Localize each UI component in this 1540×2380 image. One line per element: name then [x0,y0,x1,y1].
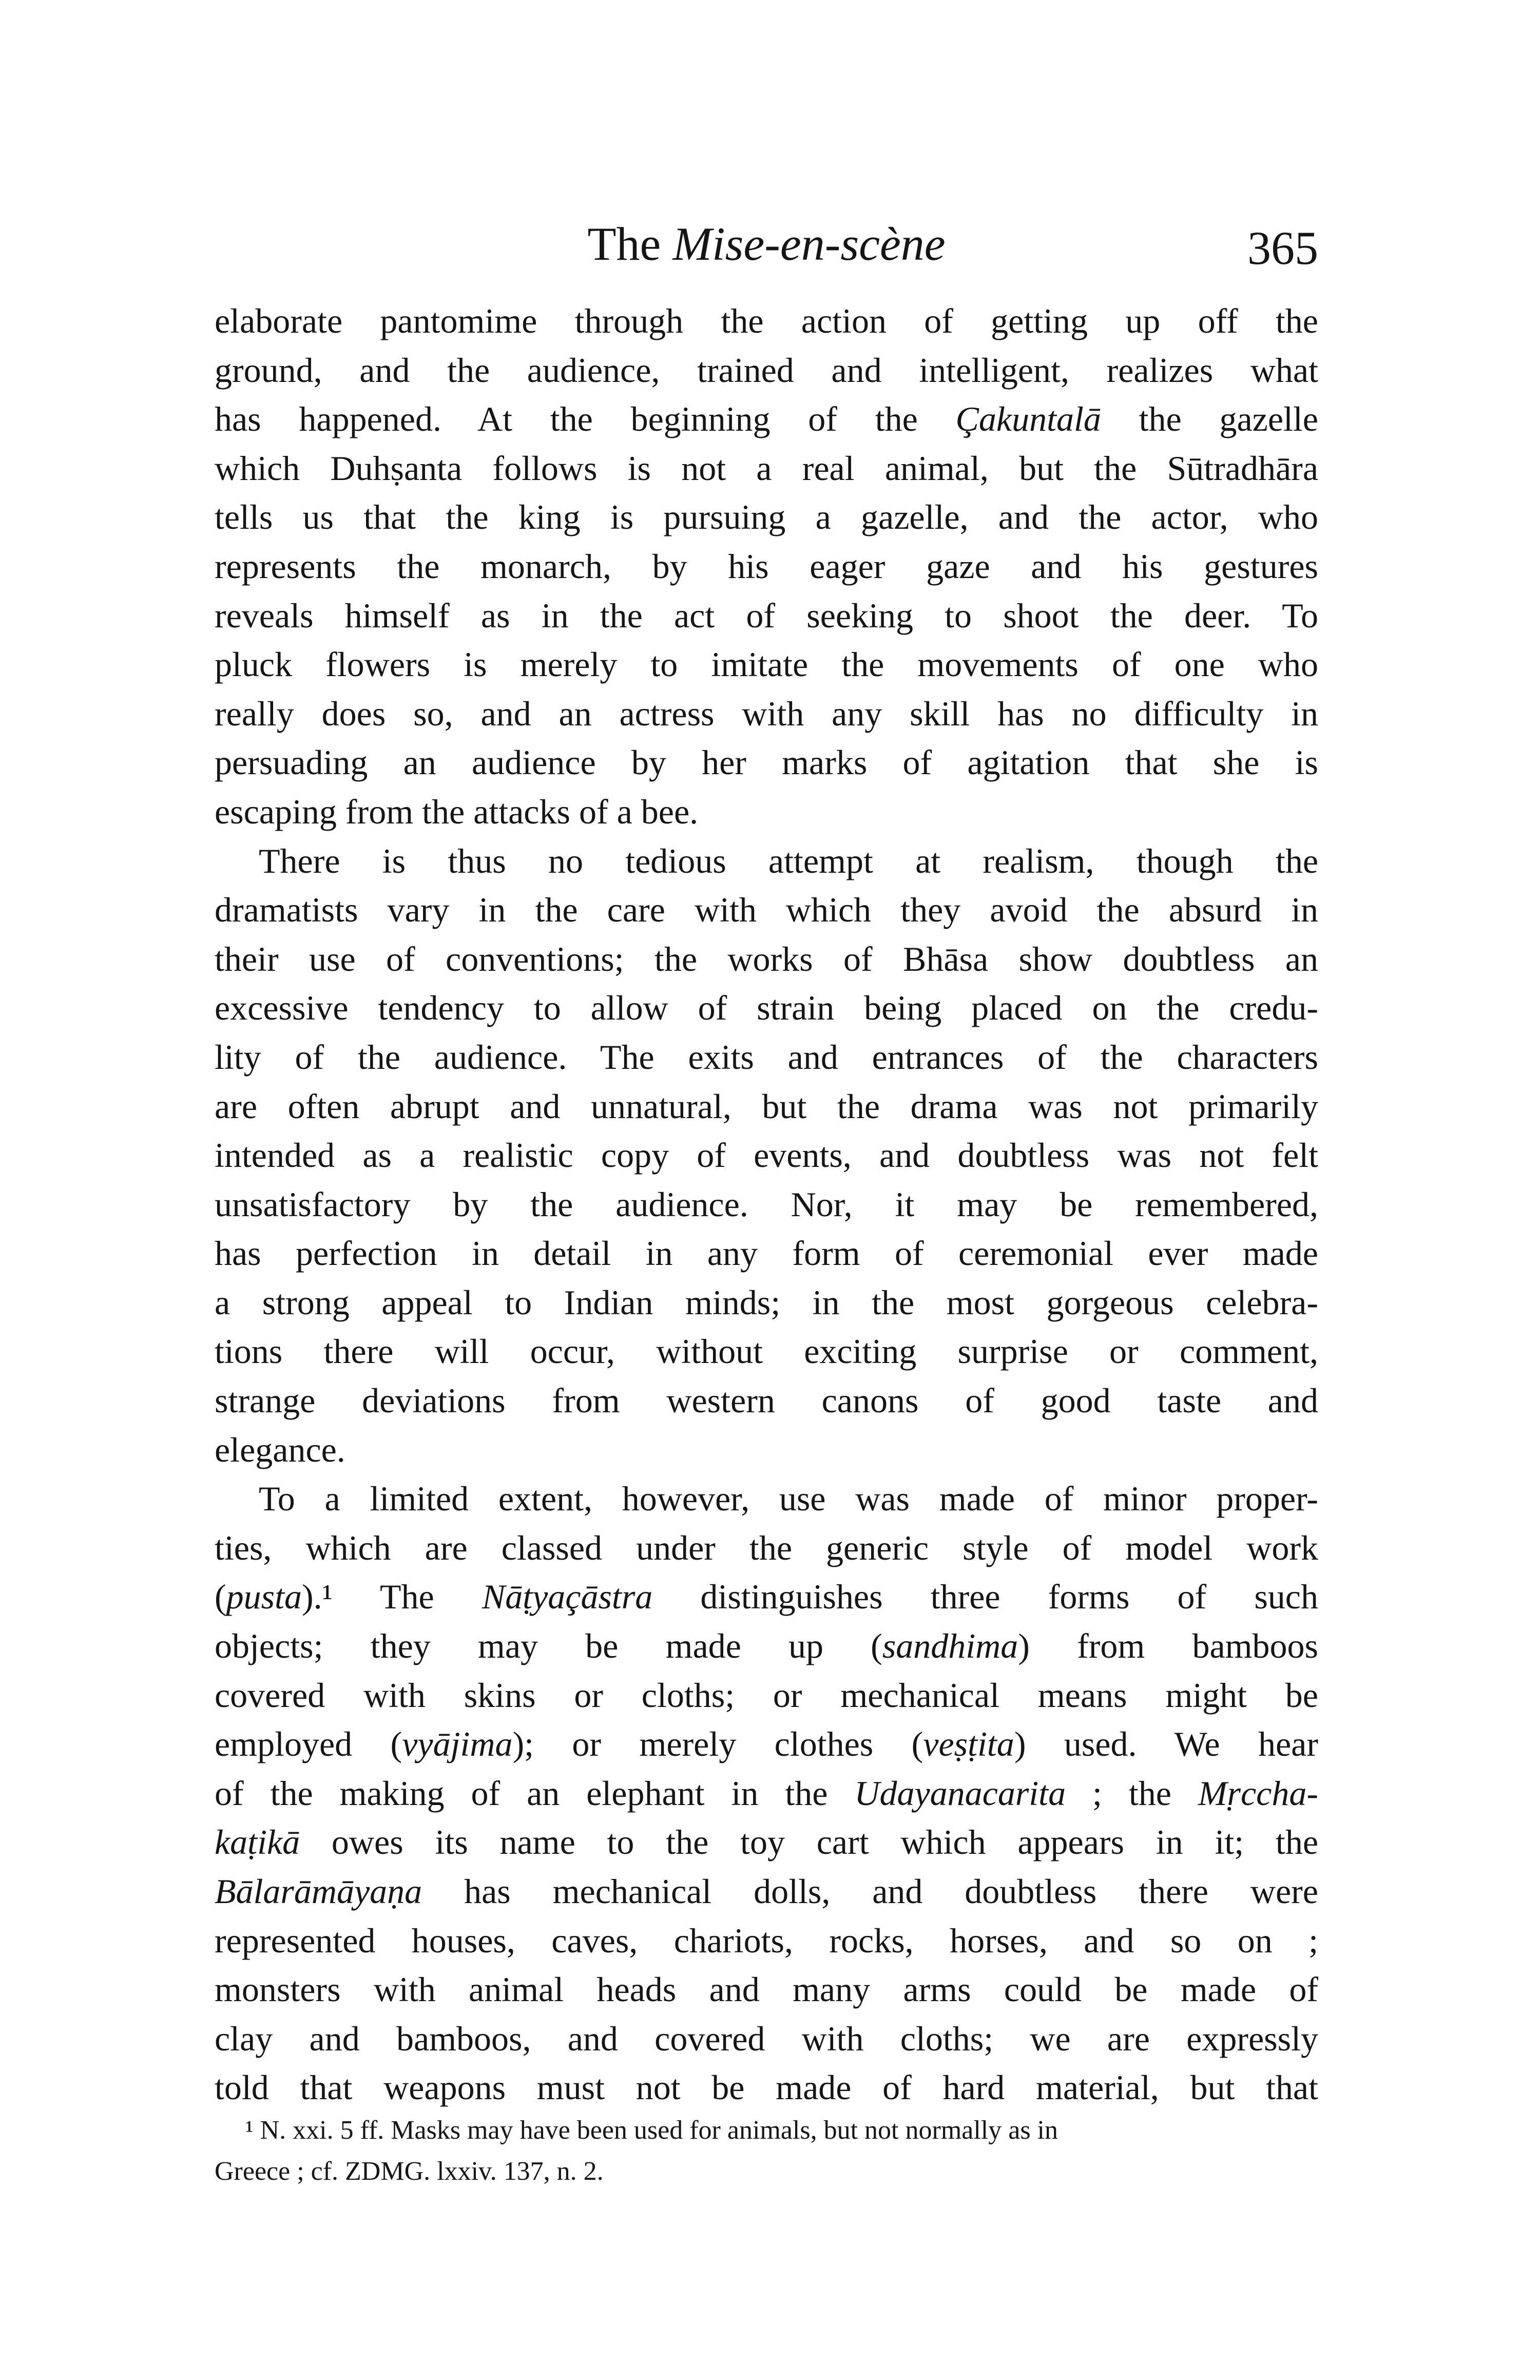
text-segment: distinguishes three forms of such [652,1577,1318,1617]
text-segment: ) used. We hear [1014,1724,1318,1764]
text-line [215,1965,1318,2014]
text-segment: a strong appeal to Indian minds; in the most gorgeous celebra- [215,1282,1318,1322]
text-line [215,2014,1318,2064]
running-title-prefix: The [587,218,673,270]
text-segment: ) from bamboos [1018,1626,1318,1666]
text-line [215,886,1318,935]
text-segment: dramatists vary in the care with which they avoid the absurd in [215,890,1318,930]
text-line [215,1818,1318,1867]
text-segment: really does so, and an actress with any skill has no difficulty in [215,694,1318,733]
running-head [215,203,1318,285]
text-segment: elegance. [215,1430,345,1469]
text-segment: has mechanical dolls, and doubtless there were [422,1872,1318,1911]
text-line [215,837,1318,886]
text-segment: strange deviations from western canons of good taste and [215,1381,1318,1421]
text-segment: ( [215,1577,226,1617]
text-segment: objects; they may be made up ( [215,1626,882,1666]
text-segment: their use of conventions; the works of Bhāsa show doubtless an [215,939,1318,978]
footnotes [215,2110,1318,2192]
running-title-italic: Mise-en-scène [672,218,946,270]
text-line [215,1278,1318,1328]
text-line [215,1082,1318,1131]
text-segment: persuading an audience by her marks of agitation that she is [215,743,1318,782]
text-line [215,1671,1318,1720]
text-segment: ; the [1066,1773,1198,1813]
italic-text: Mṛccha- [1198,1773,1318,1813]
text-line [215,591,1318,641]
text-segment: are often abrupt and unnatural, but the drama was not primarily [215,1086,1318,1126]
text-segment: of the making of an elephant in the [215,1773,855,1813]
italic-text: vyājima [402,1724,513,1764]
text-line [215,935,1318,984]
text-segment: pluck flowers is merely to imitate the movements of one who [215,645,1318,684]
text-segment: ground, and the audience, trained and intelligent, realizes what [215,350,1318,390]
text-segment: represents the monarch, by his eager gaze and his gestures [215,546,1318,586]
text-line [215,1131,1318,1180]
footnote-line: Greece ; cf. ZDMG. lxxiv. 137, n. 2. [215,2157,604,2186]
text-line [215,1867,1318,1916]
text-line [215,1622,1318,1671]
text-line [215,1180,1318,1230]
text-line [215,640,1318,689]
italic-text: kaṭikā [215,1822,300,1862]
text-segment: escaping from the attacks of a bee. [215,792,699,831]
text-line [215,984,1318,1033]
text-segment: the gazelle [1101,399,1318,439]
footnote-line: ¹ N. xxi. 5 ff. Masks may have been used for animals, but not normally as in [245,2116,1058,2145]
italic-text: pusta [226,1577,302,1617]
text-line [215,1327,1318,1376]
text-line [215,1572,1318,1622]
text-segment: ); or merely clothes ( [512,1724,923,1764]
text-segment: employed ( [215,1724,402,1764]
text-segment: monsters with animal heads and many arms could be made of [215,1970,1318,2009]
italic-text: Bālarāmāyaṇa [215,1872,422,1911]
text-segment: intended as a realistic copy of events, and doubtless was not felt [215,1136,1318,1175]
text-segment: represented houses, caves, chariots, rocks, horses, and so on ; [215,1921,1318,1960]
italic-text: Udayanacarita [854,1773,1066,1813]
text-line [215,1033,1318,1082]
text-line [215,1769,1318,1818]
text-segment: lity of the audience. The exits and entrances of the characters [215,1037,1318,1077]
text-segment: told that weapons must not be made of hard material, but that [215,2068,1318,2107]
text-segment: tells us that the king is pursuing a gazelle, and the actor, who [215,497,1318,537]
page-number: 365 [1247,222,1318,274]
text-segment: has happened. At the beginning of the [215,399,956,439]
text-segment: ).¹ The [302,1577,482,1617]
text-line [215,2063,1318,2113]
text-segment: reveals himself as in the act of seeking to shoot the deer. To [215,596,1318,635]
text-line [215,444,1318,493]
text-segment: elaborate pantomime through the action of getting up off the [215,301,1318,340]
italic-text: Nāṭyaçāstra [482,1577,653,1617]
text-segment: ties, which are classed under the generic style of model work [215,1528,1318,1567]
text-segment: which Duhṣanta follows is not a real animal, but the Sūtradhāra [215,448,1318,488]
text-line [215,1720,1318,1769]
text-segment: clay and bamboos, and covered with cloths; we are expressly [215,2019,1318,2058]
text-line [215,1474,1318,1524]
text-segment: covered with skins or cloths; or mechanical means might be [215,1675,1318,1715]
italic-text: veṣṭita [923,1724,1014,1764]
italic-text: sandhima [882,1626,1018,1666]
text-segment: unsatisfactory by the audience. Nor, it may be remembered, [215,1184,1318,1224]
text-segment: excessive tendency to allow of strain being placed on the credu- [215,988,1318,1028]
running-title [215,213,1318,275]
text-line [215,689,1318,739]
italic-text: Çakuntalā [955,399,1101,439]
text-segment: tions there will occur, without exciting surprise or comment, [215,1332,1318,1371]
text-line [215,297,1318,346]
text-segment: To a limited extent, however, use was made of minor proper- [259,1479,1318,1519]
text-line [215,1229,1318,1278]
text-line [215,493,1318,542]
text-line [215,738,1318,788]
text-segment: There is thus no tedious attempt at realism, though the [259,841,1318,880]
body-text [215,297,1318,2113]
text-line [215,542,1318,591]
text-segment: owes its name to the toy cart which appears in it; the [300,1822,1318,1862]
text-line [215,395,1318,444]
text-line [215,1426,1318,1475]
text-line [215,1376,1318,1426]
text-line [215,346,1318,395]
text-segment: has perfection in detail in any form of ceremonial ever made [215,1234,1318,1273]
text-line [215,1916,1318,1966]
text-line [215,1524,1318,1573]
text-line [215,788,1318,837]
